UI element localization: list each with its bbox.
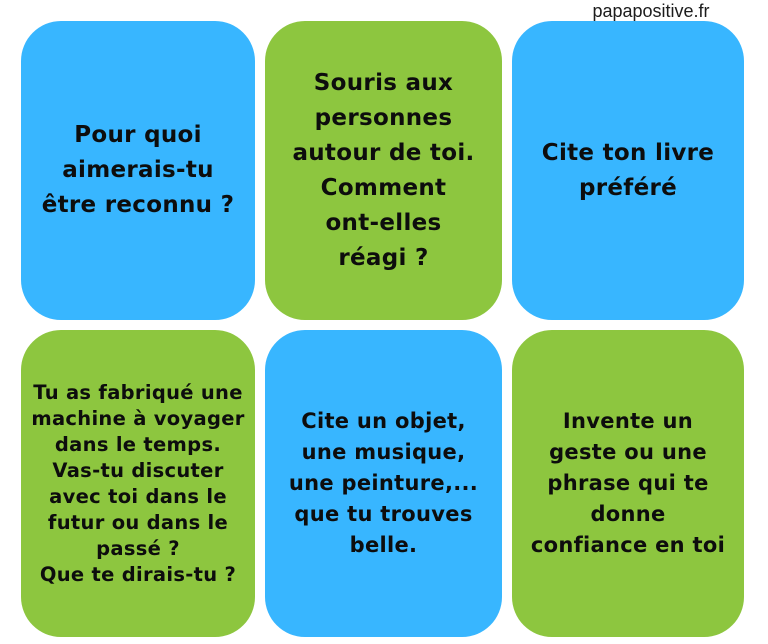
card-line: Que te dirais-tu ? — [39, 562, 237, 586]
card-favorite-book — [512, 21, 744, 320]
card-line: préféré — [578, 174, 678, 201]
card-line: Cite ton livre — [541, 139, 715, 166]
card-line: avec toi dans le — [49, 484, 227, 508]
card-line: aimerais-tu — [62, 157, 214, 183]
card-line: machine à voyager — [31, 406, 245, 430]
watermark: papapositive.fr — [592, 1, 710, 21]
card-line: Cite un objet, — [301, 409, 466, 433]
card-recognition — [21, 21, 255, 320]
card-line: personnes — [314, 104, 453, 131]
card-line: que tu trouves — [294, 502, 473, 526]
card-beautiful-things — [265, 330, 502, 637]
card-confidence-gesture — [512, 330, 744, 637]
card-line: réagi ? — [338, 244, 429, 271]
card-line: autour de toi. — [292, 139, 475, 166]
card-line: futur ou dans le — [47, 510, 229, 534]
card-line: phrase qui te — [547, 471, 709, 495]
card-line: confiance en toi — [530, 533, 726, 557]
card-line: belle. — [349, 533, 418, 557]
card-line: Tu as fabriqué une — [33, 380, 243, 404]
card-line: Pour quoi — [74, 122, 202, 148]
card-line: Souris aux — [313, 69, 454, 96]
card-line: une musique, — [301, 440, 466, 464]
card-time-machine — [21, 330, 255, 637]
card-line: geste ou une — [549, 440, 707, 464]
card-line: Invente un — [562, 409, 694, 433]
card-line: dans le temps. — [54, 432, 222, 456]
card-line: Comment — [320, 174, 447, 201]
card-line: passé ? — [96, 536, 180, 560]
card-line: être reconnu ? — [41, 192, 235, 218]
card-line: donne — [590, 502, 666, 526]
card-line: Vas-tu discuter — [52, 458, 224, 482]
card-smile-at-people — [265, 21, 502, 320]
card-line: ont-elles — [325, 209, 442, 236]
card-line: une peinture,... — [288, 471, 479, 495]
